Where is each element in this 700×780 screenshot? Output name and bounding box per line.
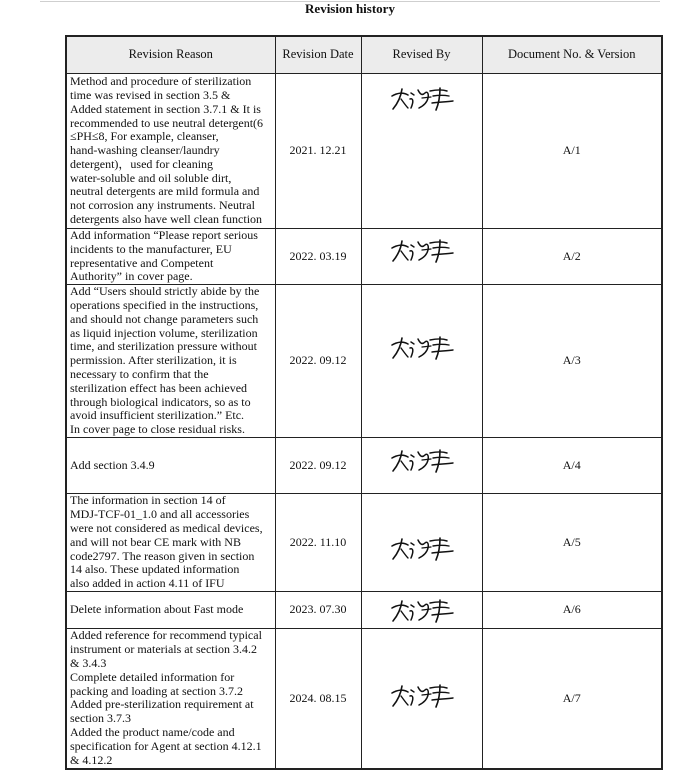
revision-reason-line: not corrosion any instruments. Neutral (70, 198, 255, 213)
revision-reason-line: Authority” in cover page. (70, 269, 193, 284)
signature-image (362, 333, 482, 363)
revision-date-cell: 2023. 07.30 (275, 592, 361, 629)
revised-by-cell (361, 438, 482, 494)
revision-reason-cell (66, 285, 275, 438)
revised-by-cell (361, 494, 482, 592)
revision-reason-line: Method and procedure of sterilization (70, 74, 252, 89)
revision-history-table (65, 35, 663, 770)
revision-reason-line: Added reference for recommend typical (70, 628, 262, 643)
revised-by-cell (361, 629, 482, 769)
revision-reason-line: necessary to confirm that the (70, 367, 209, 382)
signature-image (362, 446, 482, 476)
revision-reason-line: as liquid injection volume, sterilization (70, 325, 258, 340)
revision-reason-line: Complete detailed information for (70, 669, 235, 684)
revision-reason-line: Delete information about Fast mode (70, 602, 244, 617)
table-row (66, 438, 662, 494)
table-row (66, 285, 662, 438)
signature-image (362, 596, 482, 626)
revision-reason-cell (66, 438, 275, 494)
revision-reason-line: also added in action 4.11 of IFU (70, 576, 225, 591)
revision-reason-line: specification for Agent at section 4.12.1 (70, 738, 262, 753)
revision-reason-line: sterilization effect has been achieved (70, 380, 248, 395)
revised-by-cell (361, 74, 482, 229)
revision-reason-cell (66, 494, 275, 592)
revised-by-cell (361, 229, 482, 285)
signature-image (362, 681, 482, 711)
revision-reason-line: The information in section 14 of (70, 493, 226, 508)
document-version-cell: A/6 (482, 592, 662, 629)
header-row (66, 36, 662, 74)
table-row (66, 592, 662, 629)
column-header-reason: Revision Reason (66, 36, 275, 74)
revision-reason-line: instrument or materials at section 3.4.2 (70, 642, 257, 657)
revision-reason-line: through biological indicators, so as to (70, 394, 251, 409)
document-version-cell: A/1 (482, 74, 662, 229)
revision-reason-line: & 4.12.2 (70, 752, 113, 767)
revision-reason-line: and should not change parameters such (70, 311, 259, 326)
revision-reason-line: were not considered as medical devices, (70, 520, 263, 535)
revision-date-cell: 2022. 11.10 (275, 494, 361, 592)
revision-reason-line: hand-washing cleanser/laundry (70, 143, 220, 158)
page-title: Revision history (305, 1, 395, 16)
revision-reason-line: permission. After sterilization, it is (70, 353, 237, 368)
revision-date-cell: 2022. 09.12 (275, 438, 361, 494)
revision-reason-line: packing and loading at section 3.7.2 (70, 683, 243, 698)
revision-reason-line: code2797. The reason given in section (70, 548, 255, 563)
document-version-cell: A/2 (482, 229, 662, 285)
revision-reason-line: Add “Users should strictly abide by the (70, 284, 260, 299)
revision-reason-cell (66, 592, 275, 629)
revision-reason-cell (66, 629, 275, 769)
table-row (66, 494, 662, 592)
revision-date-cell: 2022. 03.19 (275, 229, 361, 285)
revision-reason-line: ≤PH≤8, For example, cleanser, (70, 129, 219, 144)
column-header-doc: Document No. & Version (482, 36, 662, 74)
revised-by-cell (361, 592, 482, 629)
revision-reason-line: 14 also. These updated information (70, 562, 240, 577)
document-version-cell: A/3 (482, 285, 662, 438)
revision-reason-line: operations specified in the instructions, (70, 298, 259, 313)
revision-reason-line: section 3.7.3 (70, 711, 131, 726)
table-row (66, 629, 662, 769)
revision-reason-line: Add information “Please report serious (70, 228, 258, 242)
revision-reason-line: MDJ-TCF-01_1.0 and all accessories (70, 507, 250, 522)
revision-date-cell: 2024. 08.15 (275, 629, 361, 769)
revision-reason-line: detergent)，used for cleaning (70, 156, 214, 171)
revision-reason-line: and will not bear CE mark with NB (70, 534, 241, 549)
document-version-cell: A/7 (482, 629, 662, 769)
table-row (66, 74, 662, 229)
table-row (66, 229, 662, 285)
revision-date-cell: 2022. 09.12 (275, 285, 361, 438)
revision-reason-line: Added the product name/code and (70, 725, 235, 740)
revision-date-cell: 2021. 12.21 (275, 74, 361, 229)
revision-reason-line: time was revised in section 3.5 & (70, 87, 231, 102)
revision-reason-line: neutral detergents are mild formula and (70, 184, 260, 199)
revision-reason-line: time, and sterilization pressure without (70, 339, 257, 354)
revision-reason-cell (66, 74, 275, 229)
revision-reason-line: representative and Competent (70, 255, 214, 270)
revision-reason-line: incidents to the manufacturer, EU (70, 241, 232, 256)
signature-image (362, 236, 482, 266)
revision-reason-line: In cover page to close residual risks. (70, 422, 245, 437)
revision-reason-line: avoid insufficient sterilization.” Etc. (70, 408, 245, 423)
revision-reason-cell (66, 229, 275, 285)
revision-reason-line: Added pre-sterilization requirement at (70, 697, 254, 712)
revised-by-cell (361, 285, 482, 438)
revision-reason-line: Added statement in section 3.7.1 & It is (70, 101, 261, 116)
column-header-revised-by: Revised By (361, 36, 482, 74)
revision-reason-line: detergents also have well clean function (70, 212, 263, 227)
revision-reason-line: recommended to use neutral detergent(6 (70, 115, 264, 130)
document-version-cell: A/4 (482, 438, 662, 494)
signature-image (362, 534, 482, 564)
document-version-cell: A/5 (482, 494, 662, 592)
column-header-date: Revision Date (275, 36, 361, 74)
revision-reason-line: & 3.4.3 (70, 656, 107, 671)
revision-reason-line: Add section 3.4.9 (70, 457, 155, 472)
signature-image (362, 84, 482, 114)
revision-reason-line: water-soluble and oil soluble dirt, (70, 170, 232, 185)
